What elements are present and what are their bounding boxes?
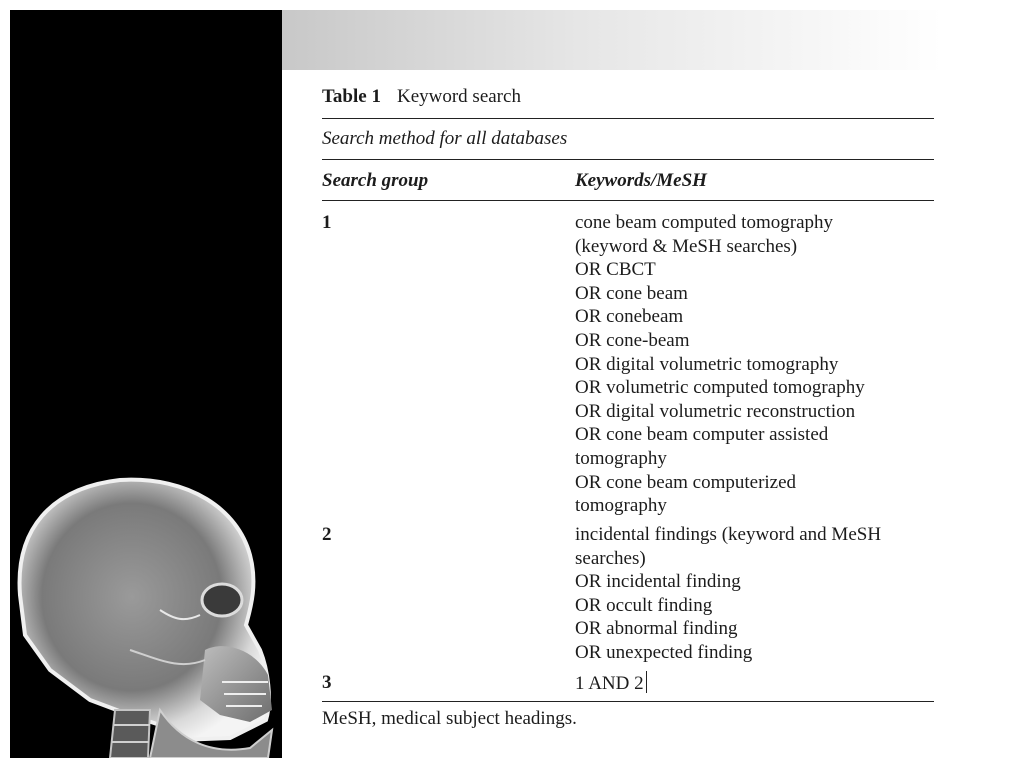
skull-xray-image [10, 10, 282, 758]
table-row-keywords-1 [575, 211, 865, 518]
keyword-line: OR occult finding [575, 594, 713, 616]
keyword-line: OR incidental finding [575, 571, 741, 593]
keyword-line: OR cone beam computer assisted [575, 424, 829, 446]
keyword-line: OR CBCT [575, 259, 656, 281]
keyword-line: OR abnormal finding [575, 618, 738, 640]
top-rule [322, 118, 934, 119]
header-rule [322, 200, 934, 201]
method-rule [322, 159, 934, 160]
table-title: Keyword search [396, 86, 521, 107]
keyword-line: searches) [575, 547, 646, 569]
keyword-line: (keyword & MeSH searches) [575, 235, 798, 257]
table-footnote: MeSH, medical subject headings. [322, 708, 577, 729]
search-method-label: Search method for all databases [322, 128, 568, 149]
header-gradient-band [282, 10, 942, 70]
table-caption [322, 86, 521, 108]
keyword-line: OR cone beam [575, 282, 688, 304]
bottom-rule [322, 701, 934, 702]
keyword-line: OR cone beam computerized [575, 471, 797, 493]
keywords-header: Keywords/MeSH [575, 170, 707, 191]
table-row-keywords-3 [575, 671, 647, 696]
table-row-keywords-2 [575, 523, 881, 665]
keyword-line: OR digital volumetric reconstruction [575, 400, 856, 422]
table-number: Table 1 [322, 86, 381, 107]
text-caret [646, 671, 647, 693]
keyword-line: OR cone-beam [575, 329, 690, 351]
keyword-line: OR volumetric computed tomography [575, 377, 865, 399]
table-row-group-3: 3 [322, 672, 332, 693]
keyword-line: OR unexpected finding [575, 641, 753, 663]
keyword-line-with-caret[interactable] [575, 671, 647, 696]
table-row-group-2: 2 [322, 524, 332, 545]
keyword-line: incidental findings (keyword and MeSH [575, 524, 882, 545]
keyword-line: OR conebeam [575, 306, 684, 328]
table-row-group-1: 1 [322, 212, 332, 233]
keyword-line: tomography [575, 447, 667, 469]
keyword-line: cone beam computed tomography [575, 212, 834, 233]
keyword-line: 1 AND 2 [575, 673, 644, 694]
search-group-header: Search group [322, 170, 429, 191]
keyword-line: OR digital volumetric tomography [575, 353, 839, 375]
skull-icon [10, 10, 282, 758]
keyword-line: tomography [575, 495, 667, 517]
